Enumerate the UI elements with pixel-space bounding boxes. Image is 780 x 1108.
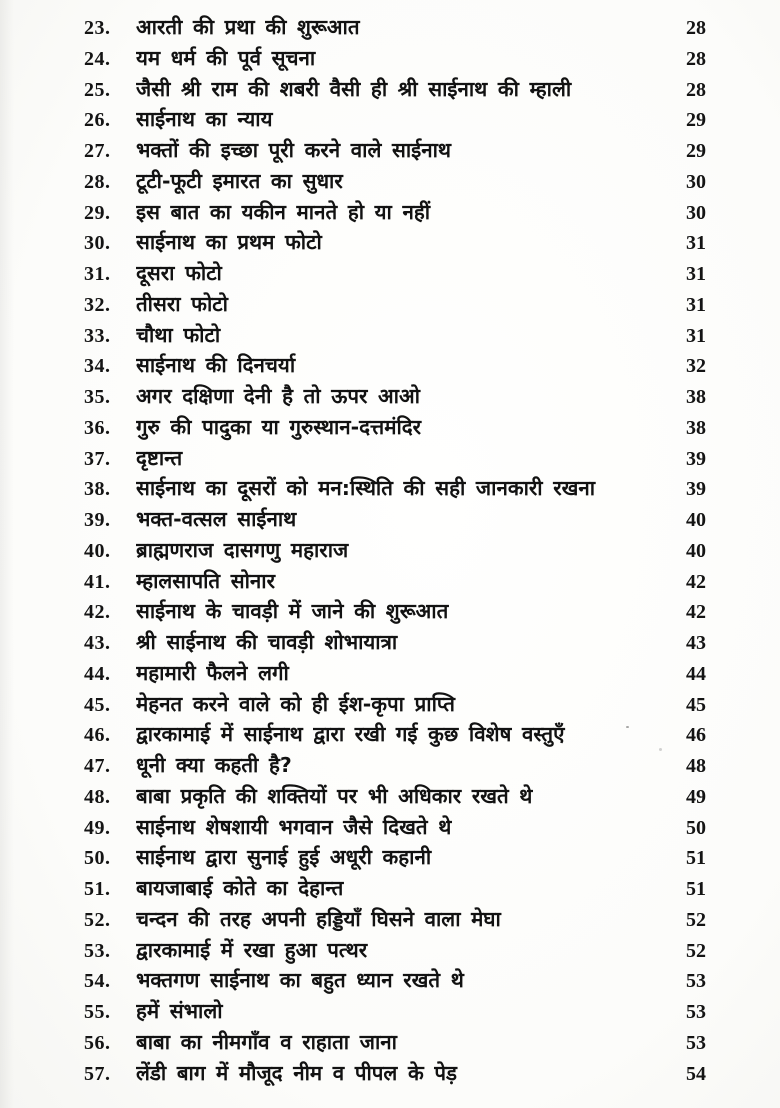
entry-title: इस बात का यकीन मानते हो या नहीं [136,199,431,224]
entry-title: साईनाथ शेषशायी भगवान जैसे दिखते थे [136,814,452,839]
entry-page-number: 54 [686,1062,706,1085]
entry-page-number: 30 [686,201,706,224]
toc-row [0,781,780,812]
entry-number: 37. [84,447,111,470]
toc-row [0,596,780,627]
entry-title: आरती की प्रथा की शुरूआत [136,15,360,39]
entry-number: 36. [84,416,111,439]
entry-page-number: 53 [686,970,706,993]
entry-page-number: 43 [686,632,706,654]
toc-row [0,566,780,597]
entry-page-number: 31 [686,324,706,347]
entry-title: साईनाथ का दूसरों को मन:स्थिति की सही जानकारी रखना [136,476,596,501]
toc-row [0,750,780,781]
entry-number: 46. [84,724,111,747]
toc-row [0,535,780,566]
entry-title: टूटी-फूटी इमारत का सुधार [136,168,343,193]
toc-row [0,412,780,443]
entry-title: महामारी फैलने लगी [136,660,289,685]
entry-title: साईनाथ की दिनचर्या [136,353,296,378]
entry-title: यम धर्म की पूर्व सूचना [136,45,316,70]
entry-page-number: 46 [686,724,706,747]
entry-page-number: 31 [686,232,706,255]
entry-number: 26. [84,109,111,132]
toc-row [0,719,780,750]
entry-number: 30. [84,232,111,255]
entry-number: 43. [84,632,111,654]
toc-row [0,689,780,720]
entry-page-number: 42 [686,601,706,624]
entry-title: तीसरा फोटो [136,291,228,316]
entry-title: म्हालसापति सोनार [136,568,275,593]
entry-title: श्री साईनाथ की चावड़ी शोभायात्रा [136,630,398,654]
entry-page-number: 52 [686,908,706,931]
entry-page-number: 40 [686,509,706,531]
entry-number: 54. [84,970,111,993]
entry-number: 48. [84,785,111,808]
entry-page-number: 29 [686,140,706,162]
entry-page-number: 31 [686,263,706,285]
entry-page-number: 38 [686,386,706,408]
entry-number: 50. [84,847,111,870]
entry-number: 42. [84,601,111,624]
entry-number: 40. [84,539,111,562]
entry-title: चौथा फोटो [136,322,221,347]
entry-title: जैसी श्री राम की शबरी वैसी ही श्री साईनाथ की म्हाली [136,76,572,101]
entry-title: साईनाथ का प्रथम फोटो [136,230,322,255]
entry-number: 56. [84,1031,111,1054]
toc-row [0,104,780,135]
toc-row [0,350,780,381]
entry-page-number: 39 [686,478,706,501]
entry-title: द्वारकामाई में रखा हुआ पत्थर [136,937,368,962]
entry-number: 53. [84,939,111,962]
entry-number: 55. [84,1001,111,1023]
entry-number: 27. [84,140,111,162]
toc-row [0,658,780,689]
entry-title: द्वारकामाई में साईनाथ द्वारा रखी गई कुछ विशेष वस्तुएँ [136,722,565,747]
entry-page-number: 42 [686,570,706,593]
entry-number: 31. [84,263,111,285]
toc-row [0,996,780,1027]
entry-number: 29. [84,201,111,224]
entry-number: 51. [84,878,111,900]
entry-number: 23. [84,17,111,39]
entry-number: 47. [84,755,111,777]
toc-row [0,965,780,996]
toc-row [0,74,780,105]
entry-title: धूनी क्या कहती है? [136,753,292,777]
toc-row [0,289,780,320]
entry-page-number: 48 [686,755,706,777]
entry-title: बाबा का नीमगाँव व राहाता जाना [136,1029,397,1054]
entry-page-number: 28 [686,17,706,39]
entry-title: भक्तों की इच्छा पूरी करने वाले साईनाथ [136,138,452,162]
entry-title: गुरु की पादुका या गुरुस्थान-दत्तमंदिर [136,414,422,439]
toc-row [0,627,780,658]
entry-title: अगर दक्षिणा देनी है तो ऊपर आओ [136,384,420,408]
table-of-contents [0,12,780,1088]
entry-number: 35. [84,386,111,408]
entry-page-number: 40 [686,539,706,562]
entry-page-number: 50 [686,816,706,839]
entry-page-number: 51 [686,878,706,900]
entry-number: 25. [84,78,111,101]
entry-title: दृष्टान्त [136,445,183,470]
toc-row [0,43,780,74]
toc-row [0,473,780,504]
entry-number: 24. [84,47,111,70]
toc-row [0,197,780,228]
toc-row [0,1027,780,1058]
entry-page-number: 51 [686,847,706,870]
entry-title: चन्दन की तरह अपनी हड्डियाँ घिसने वाला मेघा [136,906,501,931]
entry-page-number: 28 [686,47,706,70]
entry-title: ब्राह्मणराज दासगणु महाराज [136,537,349,562]
toc-row [0,381,780,412]
entry-number: 57. [84,1062,111,1085]
entry-title: लेंडी बाग में मौजूद नीम व पीपल के पेड़ [136,1060,457,1085]
entry-number: 39. [84,509,111,531]
toc-row [0,842,780,873]
entry-title: बायजाबाई कोते का देहान्त [136,876,344,900]
entry-page-number: 52 [686,939,706,962]
entry-title: हमें संभालो [136,999,223,1023]
entry-title: दूसरा फोटो [136,261,222,285]
entry-number: 44. [84,662,111,685]
entry-title: बाबा प्रकृति की शक्तियों पर भी अधिकार रखते थे [136,783,533,808]
entry-title: साईनाथ का न्याय [136,107,273,132]
entry-number: 41. [84,570,111,593]
toc-row [0,812,780,843]
toc-row [0,904,780,935]
entry-title: साईनाथ द्वारा सुनाई हुई अधूरी कहानी [136,845,432,870]
toc-row [0,1058,780,1089]
entry-page-number: 49 [686,785,706,808]
entry-page-number: 44 [686,662,706,685]
entry-number: 28. [84,170,111,193]
toc-row [0,935,780,966]
entry-title: साईनाथ के चावड़ी में जाने की शुरूआत [136,599,449,624]
toc-row [0,227,780,258]
entry-page-number: 32 [686,355,706,378]
entry-title: भक्तगण साईनाथ का बहुत ध्यान रखते थे [136,968,464,993]
entry-title: मेहनत करने वाले को ही ईश-कृपा प्राप्ति [136,691,455,716]
toc-row [0,135,780,166]
entry-page-number: 39 [686,447,706,470]
entry-number: 49. [84,816,111,839]
toc-row [0,873,780,904]
entry-number: 45. [84,693,111,716]
entry-number: 38. [84,478,111,501]
entry-page-number: 45 [686,693,706,716]
entry-number: 52. [84,908,111,931]
entry-page-number: 28 [686,78,706,101]
entry-number: 33. [84,324,111,347]
toc-row [0,443,780,474]
entry-number: 34. [84,355,111,378]
entry-page-number: 53 [686,1001,706,1023]
toc-row [0,166,780,197]
toc-row [0,320,780,351]
entry-title: भक्त-वत्सल साईनाथ [136,507,297,531]
entry-number: 32. [84,293,111,316]
entry-page-number: 53 [686,1031,706,1054]
entry-page-number: 30 [686,170,706,193]
entry-page-number: 38 [686,416,706,439]
toc-row [0,258,780,289]
toc-row [0,504,780,535]
entry-page-number: 29 [686,109,706,132]
entry-page-number: 31 [686,293,706,316]
toc-row [0,12,780,43]
